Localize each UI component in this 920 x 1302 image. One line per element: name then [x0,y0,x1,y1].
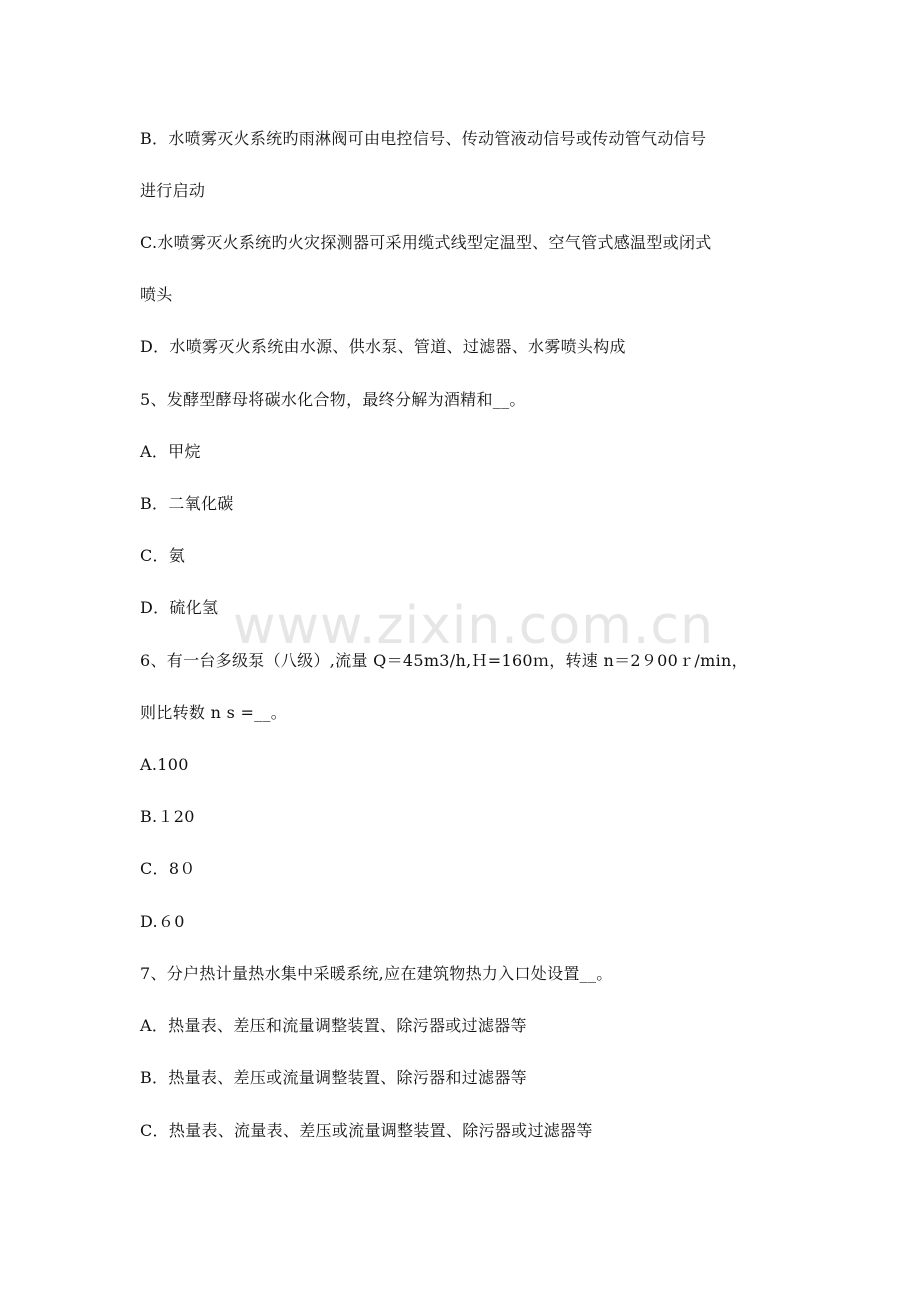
question-6-line1: 6、有一台多级泵（八级）,流量 Q＝45m3/h,Ｈ=160ｍ，转速 n＝2９00ｒ/min， [140,651,748,670]
option-4b-line2: 进行启动 [140,181,206,200]
option-7a: A．热量表、差压和流量调整装置、除污器或过滤器等 [140,1016,527,1035]
option-6d: D.６0 [140,912,185,931]
option-5d: D．硫化氢 [140,598,219,617]
option-6c: C．8０ [140,859,196,878]
option-4b-line1: B．水喷雾灭火系统旳雨淋阀可由电控信号、传动管液动信号或传动管气动信号 [140,129,707,148]
question-7: 7、分户热计量热水集中采暖系统,应在建筑物热力入口处设置__。 [140,964,613,983]
option-6b: B.１20 [140,807,195,826]
option-4d: D．水喷雾灭火系统由水源、供水泵、管道、过滤器、水雾喷头构成 [140,337,626,356]
option-7b: B．热量表、差压或流量调整装置、除污器和过滤器等 [140,1068,527,1087]
option-5b: B．二氧化碳 [140,494,234,513]
question-5: 5、发酵型酵母将碳水化合物，最终分解为酒精和__。 [140,390,526,409]
option-5a: A．甲烷 [140,442,201,461]
watermark: www.zixin.com.cn [233,596,714,656]
option-7c: C．热量表、流量表、差压或流量调整装置、除污器或过滤器等 [140,1121,593,1140]
option-4c-line1: C.水喷雾灭火系统旳火灾探测器可采用缆式线型定温型、空气管式感温型或闭式 [140,233,712,252]
option-6a: A.100 [140,755,189,774]
option-5c: C．氨 [140,546,186,565]
option-4c-line2: 喷头 [140,285,173,304]
question-6-line2: 则比转数 n s =__。 [140,703,288,722]
